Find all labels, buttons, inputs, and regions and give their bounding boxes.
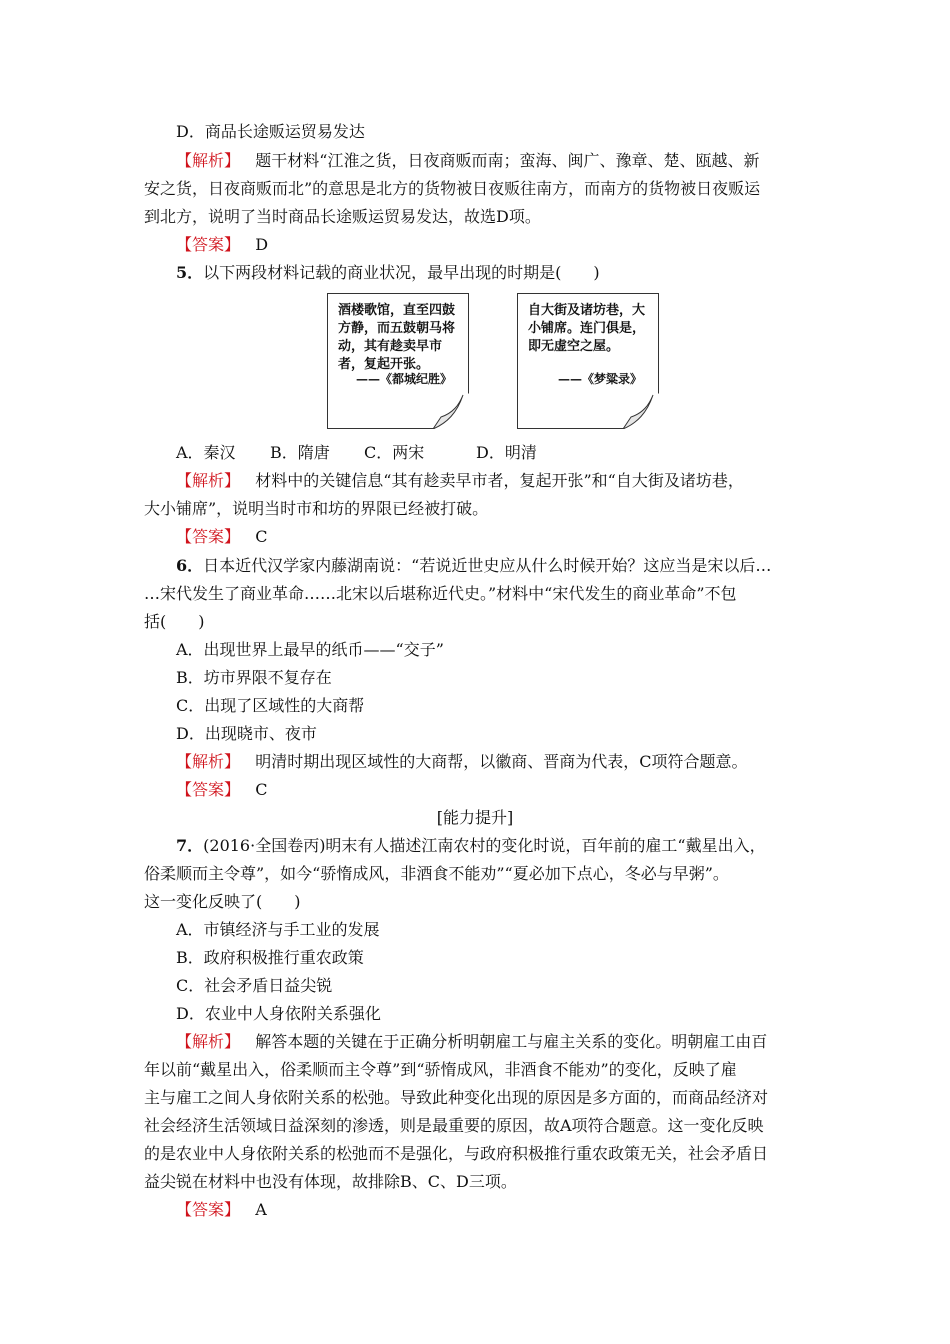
answer-tag: 【答案】 bbox=[176, 527, 241, 546]
analysis-tag: 【解析】 bbox=[176, 752, 241, 771]
q7-option-d: D．农业中人身依附关系强化 bbox=[176, 1004, 381, 1023]
q5-analysis-line-1 bbox=[176, 470, 846, 492]
answer-tag: 【答案】 bbox=[176, 1200, 241, 1219]
figure-source: ——《都城纪胜》 bbox=[355, 372, 452, 386]
q7-option-b: B．政府积极推行重农政策 bbox=[176, 948, 364, 967]
q5-figure-right bbox=[517, 293, 659, 429]
question-text: 以下两段材料记载的商业状况，最早出现的时期是( ) bbox=[203, 263, 600, 282]
answer-tag: 【答案】 bbox=[176, 780, 241, 799]
answer-value: C bbox=[255, 527, 268, 546]
q7-analysis-line-6: 益尖锐在材料中也没有体现，故排除B、C、D三项。 bbox=[144, 1172, 517, 1191]
option-c: C．两宋 bbox=[364, 443, 425, 462]
q7-analysis-line-3: 主与雇工之间人身依附关系的松弛。导致此种变化出现的原因是多方面的，而商品经济对 bbox=[144, 1088, 769, 1107]
analysis-tag: 【解析】 bbox=[176, 471, 241, 490]
question-text: 日本近代汉学家内藤湖南说：“若说近世史应从什么时候开始？这应当是宋以后… bbox=[203, 556, 772, 575]
q7-analysis-line-4: 社会经济生活领域日益深刻的渗透，则是最重要的原因，故A项符合题意。这一变化反映 bbox=[144, 1116, 764, 1135]
q6-analysis bbox=[176, 751, 846, 773]
figure-quote: 酒楼歌馆，直至四鼓方静，而五鼓朝马将动，其有趁卖早市者，复起开张。 bbox=[338, 303, 456, 372]
q7-analysis-line-5: 的是农业中人身依附关系的松弛而不是强化，与政府积极推行重农政策无关，社会矛盾日 bbox=[144, 1144, 769, 1163]
q4-analysis-line-3: 到北方，说明了当时商品长途贩运贸易发达，故选D项。 bbox=[144, 207, 541, 226]
q4-option-d: D．商品长途贩运贸易发达 bbox=[176, 122, 365, 141]
q5-stem bbox=[176, 262, 846, 284]
analysis-tag: 【解析】 bbox=[176, 151, 241, 170]
q6-option-c: C．出现了区域性的大商帮 bbox=[176, 696, 365, 715]
q7-stem-line-1 bbox=[176, 835, 846, 857]
q7-option-a: A．市镇经济与手工业的发展 bbox=[176, 920, 380, 939]
analysis-text: 明清时期出现区域性的大商帮，以徽商、晋商为代表，C项符合题意。 bbox=[255, 752, 748, 771]
answer-value: D bbox=[255, 235, 269, 254]
figure-source: ——《梦粱录》 bbox=[557, 372, 642, 386]
question-number: 5． bbox=[176, 263, 204, 282]
q5-figure-left bbox=[327, 293, 469, 429]
analysis-text: 材料中的关键信息“其有趁卖早市者，复起开张”和“自大街及诸坊巷， bbox=[255, 471, 744, 490]
q5-analysis-line-2: 大小铺席”，说明当时市和坊的界限已经被打破。 bbox=[144, 499, 489, 518]
section-title: [能力提升] bbox=[436, 808, 514, 827]
q6-option-a: A．出现世界上最早的纸币——“交子” bbox=[176, 640, 444, 659]
q7-stem-line-3: 这一变化反映了( ) bbox=[144, 892, 301, 911]
answer-value: A bbox=[255, 1200, 267, 1219]
question-number: 6． bbox=[176, 556, 204, 575]
analysis-text: 解答本题的关键在于正确分析明朝雇工与雇主关系的变化。明朝雇工由百 bbox=[255, 1032, 768, 1051]
option-b: B．隋唐 bbox=[270, 443, 330, 462]
q4-analysis-line-1 bbox=[176, 150, 846, 172]
analysis-tag: 【解析】 bbox=[176, 1032, 241, 1051]
page-curl-icon bbox=[433, 393, 469, 429]
q5-options bbox=[176, 442, 846, 464]
figure-quote: 自大街及诸坊巷，大小铺席。连门俱是，即无虚空之屋。 bbox=[528, 303, 646, 354]
question-number: 7． bbox=[176, 836, 204, 855]
q7-answer bbox=[176, 1199, 846, 1221]
q6-stem-line-1 bbox=[176, 555, 846, 577]
q7-option-c: C．社会矛盾日益尖锐 bbox=[176, 976, 333, 995]
q6-option-d: D．出现晓市、夜市 bbox=[176, 724, 317, 743]
page-curl-icon bbox=[623, 393, 659, 429]
q5-answer bbox=[176, 526, 846, 548]
q7-stem-line-2: 俗柔顺而主令尊”，如今“骄惰成风，非酒食不能劝”“夏必加下点心，冬必与早粥”。 bbox=[144, 864, 729, 883]
q6-stem-line-3: 括( ) bbox=[144, 612, 205, 631]
answer-tag: 【答案】 bbox=[176, 235, 241, 254]
q6-stem-line-2: …宋代发生了商业革命……北宋以后堪称近代史。”材料中“宋代发生的商业革命”不包 bbox=[144, 584, 737, 603]
question-text: (2016·全国卷丙)明末有人描述江南农村的变化时说，百年前的雇工“戴星出入， bbox=[203, 836, 766, 855]
q6-option-b: B．坊市界限不复存在 bbox=[176, 668, 332, 687]
q4-answer bbox=[176, 234, 846, 256]
answer-value: C bbox=[255, 780, 268, 799]
analysis-text: 题干材料“江淮之货，日夜商贩而南；蛮海、闽广、豫章、楚、瓯越、新 bbox=[255, 151, 760, 170]
q7-analysis-line-2: 年以前“戴星出入，俗柔顺而主令尊”到“骄惰成风，非酒食不能劝”的变化，反映了雇 bbox=[144, 1060, 737, 1079]
q4-analysis-line-2: 安之货，日夜商贩而北”的意思是北方的货物被日夜贩往南方，而南方的货物被日夜贩运 bbox=[144, 179, 761, 198]
q7-analysis-line-1 bbox=[176, 1031, 846, 1053]
option-a: A．秦汉 bbox=[176, 443, 236, 462]
q6-answer bbox=[176, 779, 846, 801]
option-d: D．明清 bbox=[476, 443, 537, 462]
